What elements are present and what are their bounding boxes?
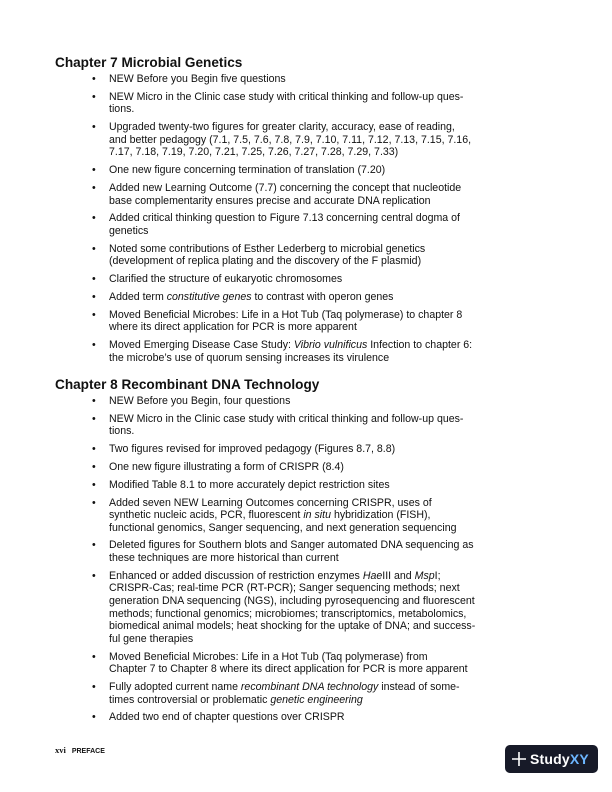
page-footer — [55, 745, 105, 755]
bullet-item — [0, 291, 612, 304]
bullet-line: Added seven NEW Learning Outcomes concerning CRISPR, uses of — [109, 496, 432, 509]
logo-brand — [530, 751, 589, 767]
bullet-line: Moved Emerging Disease Case Study: Vibrio vulnificus Infection to chapter 6: — [109, 338, 473, 351]
logo-brand-suffix: XY — [569, 751, 589, 767]
bullet-item — [0, 570, 612, 646]
bullet-dot: • — [92, 212, 96, 225]
bullet-line: these techniques are more historical than current — [109, 552, 339, 565]
bullet-dot: • — [92, 680, 96, 693]
bullet-item — [0, 164, 612, 177]
bullet-dot: • — [92, 338, 96, 351]
bullet-item — [0, 212, 612, 237]
bullet-dot: • — [92, 290, 96, 303]
studyxy-logo[interactable] — [505, 745, 598, 773]
bullet-line: One new figure concerning termination of translation (7.20) — [109, 164, 386, 177]
bullet-item — [0, 395, 612, 408]
bullet-line: tions. — [109, 103, 135, 116]
bullet-line: Upgraded twenty-two figures for greater clarity, accuracy, ease of reading, — [109, 121, 455, 134]
bullet-item — [0, 273, 612, 286]
bullet-item — [0, 309, 612, 334]
bullet-line: One new figure illustrating a form of CRISPR (8.4) — [109, 460, 344, 473]
bullet-dot: • — [92, 121, 96, 134]
bullet-line: ful gene therapies — [109, 632, 194, 645]
bullet-dot: • — [92, 308, 96, 321]
bullet-item — [0, 497, 612, 535]
bullet-dot: • — [92, 496, 96, 509]
bullet-dot: • — [92, 478, 96, 491]
bullet-dot: • — [92, 395, 96, 407]
bullet-line: Noted some contributions of Esther Lederberg to microbial genetics — [109, 242, 426, 255]
chapter-7-heading: Chapter 7 Microbial Genetics — [55, 55, 243, 70]
bullet-line: Added new Learning Outcome (7.7) concerning the concept that nucleotide — [109, 181, 462, 194]
bullet-line: Fully adopted current name recombinant DNA technology instead of some- — [109, 680, 460, 693]
bullet-line: Enhanced or added discussion of restriction enzymes HaeIII and MspI; — [109, 569, 441, 582]
bullet-item — [0, 681, 612, 706]
bullet-line: NEW Before you Begin five questions — [109, 73, 286, 85]
bullet-line: Clarified the structure of eukaryotic chromosomes — [109, 273, 343, 286]
bullet-line: times controversial or problematic genetic engineering — [109, 693, 363, 706]
bullet-item — [0, 479, 612, 492]
bullet-dot: • — [92, 539, 96, 552]
bullet-line: Moved Beneficial Microbes: Life in a Hot Tub (Taq polymerase) to chapter 8 — [109, 308, 463, 321]
bullet-item — [0, 443, 612, 456]
bullet-line: methods; functional genomics; microbiomes; transcriptomics, metabolomics, — [109, 607, 467, 620]
bullet-dot: • — [92, 569, 96, 582]
bullet-line: biomedical animal models; heat shocking for the uptake of DNA; and success- — [109, 620, 476, 633]
plus-sparkle-icon — [512, 752, 526, 766]
bullet-line: and better pedagogy (7.1, 7.5, 7.6, 7.8, 7.9, 7.10, 7.11, 7.12, 7.13, 7.15, 7.16, — [109, 133, 472, 146]
bullet-item — [0, 539, 612, 564]
bullet-item — [0, 413, 612, 438]
bullet-item — [0, 651, 612, 676]
bullet-line: Added term constitutive genes to contrast with operon genes — [109, 290, 394, 303]
bullet-dot: • — [92, 412, 96, 425]
bullet-dot: • — [92, 164, 96, 177]
bullet-item — [0, 121, 612, 159]
bullet-line: Chapter 7 to Chapter 8 where its direct application for PCR is more apparent — [109, 663, 468, 676]
bullet-line: 7.17, 7.18, 7.19, 7.20, 7.21, 7.25, 7.26, 7.27, 7.28, 7.29, 7.33) — [109, 146, 399, 159]
bullet-dot: • — [92, 90, 96, 103]
bullet-item — [0, 339, 612, 364]
bullet-dot: • — [92, 273, 96, 286]
bullet-item — [0, 243, 612, 268]
bullet-line: synthetic nucleic acids, PCR, fluorescent in situ hybridization (FISH), — [109, 509, 431, 522]
bullet-dot: • — [92, 650, 96, 663]
bullet-item — [0, 711, 612, 724]
bullet-dot: • — [92, 443, 96, 456]
bullet-item — [0, 461, 612, 474]
bullet-line: generation DNA sequencing (NGS), including pyrosequencing and fluorescent — [109, 595, 475, 608]
bullet-line: Modified Table 8.1 to more accurately depict restriction sites — [109, 478, 390, 491]
bullet-line: functional genomics, Sanger sequencing, and next generation sequencing — [109, 521, 457, 534]
bullet-dot: • — [92, 242, 96, 255]
bullet-dot: • — [92, 181, 96, 194]
bullet-line: Two figures revised for improved pedagogy (Figures 8.7, 8.8) — [109, 443, 396, 456]
bullet-line: where its direct application for PCR is more apparent — [109, 321, 357, 334]
bullet-line: tions. — [109, 425, 135, 438]
footer-label: PREFACE — [71, 748, 105, 755]
chapter-8-changes-list — [0, 395, 612, 729]
bullet-line: NEW Micro in the Clinic case study with critical thinking and follow-up ques- — [109, 412, 464, 425]
bullet-line: Moved Beneficial Microbes: Life in a Hot Tub (Taq polymerase) from — [109, 650, 428, 663]
bullet-line: base complementarity ensures precise and accurate DNA replication — [109, 194, 431, 207]
chapter-7-changes-list — [0, 73, 612, 369]
bullet-line: Added critical thinking question to Figure 7.13 concerning central dogma of — [109, 212, 460, 225]
bullet-line: Added two end of chapter questions over CRISPR — [109, 711, 345, 724]
bullet-item — [0, 91, 612, 116]
bullet-dot: • — [92, 460, 96, 473]
chapter-8-heading: Chapter 8 Recombinant DNA Technology — [55, 377, 320, 392]
logo-brand-text: Study — [530, 751, 570, 767]
bullet-line: (development of replica plating and the discovery of the F plasmid) — [109, 255, 422, 268]
bullet-item — [0, 182, 612, 207]
bullet-line: Deleted figures for Southern blots and Sanger automated DNA sequencing as — [109, 539, 474, 552]
bullet-line: the microbe’s use of quorum sensing increases its virulence — [109, 351, 390, 364]
bullet-dot: • — [92, 711, 96, 724]
bullet-line: CRISPR-Cas; real-time PCR (RT-PCR); Sanger sequencing methods; next — [109, 582, 460, 595]
page-number: xvi — [55, 745, 66, 755]
bullet-line: genetics — [109, 224, 149, 237]
bullet-line: NEW Before you Begin, four questions — [109, 395, 291, 407]
bullet-line: NEW Micro in the Clinic case study with critical thinking and follow-up ques- — [109, 90, 464, 103]
bullet-item — [0, 73, 612, 86]
bullet-dot: • — [92, 73, 96, 85]
